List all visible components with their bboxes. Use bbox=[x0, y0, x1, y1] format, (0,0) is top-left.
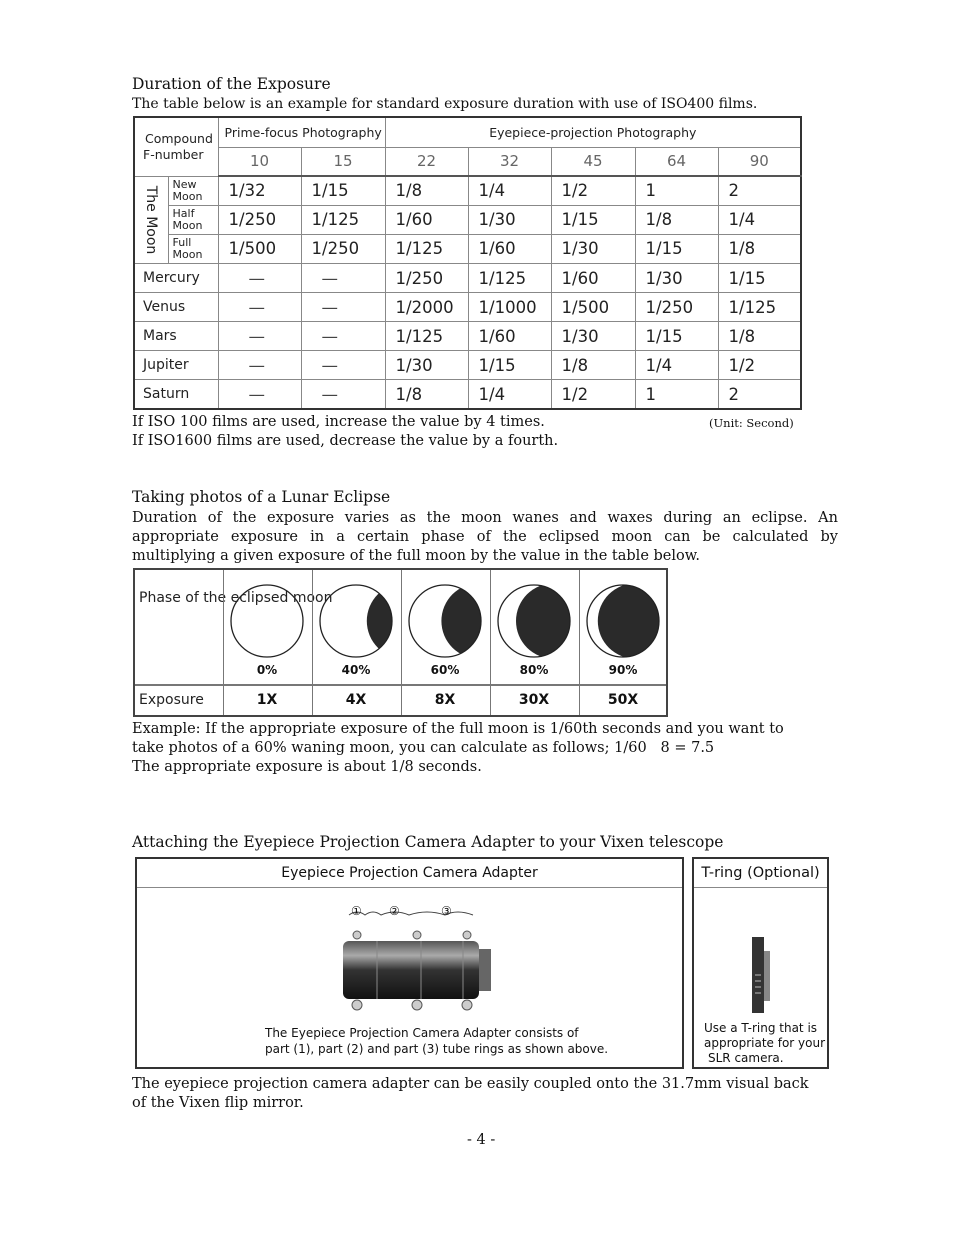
table-cell: 1/2 bbox=[551, 176, 635, 205]
eyepiece-projection-header: Eyepiece-projection Photography bbox=[385, 117, 801, 147]
moon-group-cell bbox=[134, 176, 168, 263]
moon-phase-1 bbox=[320, 583, 442, 659]
table-cell: 1/250 bbox=[301, 234, 385, 263]
phase-percent: 0% bbox=[256, 663, 278, 677]
table-cell: — bbox=[218, 293, 301, 322]
table-cell: 1/125 bbox=[385, 234, 468, 263]
moon-phase-0 bbox=[231, 585, 303, 657]
eclipse-para-line: Duration of the exposure varies as the moon wanes and waxes during an eclipse. An bbox=[132, 510, 838, 526]
moon-phase-4 bbox=[587, 583, 666, 659]
table-cell: — bbox=[301, 293, 385, 322]
section-heading-eclipse: Taking photos of a Lunar Eclipse bbox=[132, 488, 391, 506]
adapter-caption: part (1), part (2) and part (3) tube rings as shown above. bbox=[265, 1042, 609, 1056]
tring-title: T-ring (Optional) bbox=[694, 859, 827, 888]
iso100-note: If ISO 100 films are used, increase the value by 4 times. bbox=[132, 414, 545, 430]
row-label-new-moon: New Moon bbox=[168, 176, 218, 205]
table-cell: 1/1000 bbox=[468, 293, 551, 322]
table-cell: 1/15 bbox=[551, 205, 635, 234]
moon-outline bbox=[231, 585, 303, 657]
table-cell: 1/60 bbox=[551, 263, 635, 292]
moon-phase-3 bbox=[498, 583, 592, 659]
adapter-caption: The Eyepiece Projection Camera Adapter consists of bbox=[265, 1026, 579, 1040]
eclipse-table bbox=[133, 568, 668, 717]
tring-caption: Use a T-ring that is bbox=[704, 1021, 818, 1035]
table-cell: — bbox=[301, 322, 385, 351]
prime-focus-header: Prime-focus Photography bbox=[218, 117, 385, 147]
table-cell: 1/125 bbox=[301, 205, 385, 234]
phase-percent: 40% bbox=[341, 663, 371, 677]
fnumber-cell: 45 bbox=[551, 147, 635, 176]
exposure-factor: 30X bbox=[518, 692, 550, 708]
table-cell: 1/125 bbox=[468, 263, 551, 292]
exposure-factor: 4X bbox=[345, 692, 367, 708]
example-line: take photos of a 60% waning moon, you can calculate as follows; 1/60 8 = 7.5 bbox=[132, 740, 715, 756]
exposure-table bbox=[133, 116, 802, 410]
table-cell: 1/60 bbox=[468, 234, 551, 263]
table-cell: 1/32 bbox=[218, 176, 301, 205]
part-label: ③ bbox=[441, 904, 452, 918]
row-label-venus: Venus bbox=[134, 293, 218, 322]
table-cell: 1/2 bbox=[551, 380, 635, 409]
table-cell: 1/8 bbox=[718, 322, 801, 351]
table-cell: — bbox=[218, 380, 301, 409]
part-label: ① bbox=[351, 904, 362, 918]
table-cell: 1/15 bbox=[301, 176, 385, 205]
adapter-body-line: The eyepiece projection camera adapter can be easily coupled onto the 31.7mm visual back bbox=[132, 1076, 809, 1092]
table-cell: 1/30 bbox=[635, 263, 718, 292]
table-cell: 1/30 bbox=[385, 351, 468, 380]
exposure-intro: The table below is an example for standard exposure duration with use of ISO400 films. bbox=[132, 96, 758, 112]
phase-percent: 80% bbox=[519, 663, 549, 677]
table-cell: 1/4 bbox=[468, 380, 551, 409]
moon-phase-2 bbox=[409, 583, 517, 659]
page-number: - 4 - bbox=[467, 1132, 496, 1148]
table-cell: 1/125 bbox=[385, 322, 468, 351]
exposure-label: Exposure bbox=[139, 692, 204, 708]
fnumber-cell: 10 bbox=[218, 147, 301, 176]
example-line: The appropriate exposure is about 1/8 seconds. bbox=[132, 759, 482, 775]
moon-group-label: The Moon bbox=[143, 185, 160, 255]
table-cell: — bbox=[218, 322, 301, 351]
fnumber-cell: 90 bbox=[718, 147, 801, 176]
table-cell: 1/60 bbox=[468, 322, 551, 351]
row-label-mars: Mars bbox=[134, 322, 218, 351]
table-cell: 1/30 bbox=[468, 205, 551, 234]
table-cell: 1/8 bbox=[551, 351, 635, 380]
tring-figure-box bbox=[692, 857, 829, 1069]
table-cell: 2 bbox=[718, 380, 801, 409]
corner-label-2: F-number bbox=[143, 146, 204, 162]
table-cell: 1/4 bbox=[468, 176, 551, 205]
table-cell: 2 bbox=[718, 176, 801, 205]
table-cell: 1/8 bbox=[718, 234, 801, 263]
section-heading-exposure: Duration of the Exposure bbox=[132, 75, 331, 93]
unit-note: (Unit: Second) bbox=[709, 416, 794, 430]
exposure-factor: 1X bbox=[256, 692, 278, 708]
phase-label: Phase of the eclipsed moon bbox=[139, 590, 333, 606]
table-cell: 1/30 bbox=[551, 234, 635, 263]
tring-caption: SLR camera. bbox=[708, 1051, 784, 1065]
moon-shadow bbox=[598, 583, 666, 659]
table-cell: — bbox=[218, 351, 301, 380]
fnumber-cell: 32 bbox=[468, 147, 551, 176]
divider bbox=[135, 684, 666, 686]
fnumber-cell: 64 bbox=[635, 147, 718, 176]
table-cell: 1/8 bbox=[385, 176, 468, 205]
table-cell: — bbox=[301, 380, 385, 409]
tring-caption: appropriate for your bbox=[704, 1036, 826, 1050]
row-label-half-moon: Half Moon bbox=[168, 205, 218, 234]
table-cell: 1/2 bbox=[718, 351, 801, 380]
adapter-body-line: of the Vixen flip mirror. bbox=[132, 1095, 304, 1111]
tring-illustration bbox=[750, 935, 774, 1015]
table-cell: 1/60 bbox=[385, 205, 468, 234]
section-heading-adapter: Attaching the Eyepiece Projection Camera Adapter to your Vixen telescope bbox=[132, 833, 724, 851]
phase-percent: 90% bbox=[608, 663, 638, 677]
moon-shadow bbox=[367, 583, 443, 659]
row-label-full-moon: Full Moon bbox=[168, 234, 218, 263]
table-cell: 1/250 bbox=[218, 205, 301, 234]
table-cell: 1/8 bbox=[385, 380, 468, 409]
table-cell: 1/250 bbox=[635, 293, 718, 322]
example-line: Example: If the appropriate exposure of the full moon is 1/60th seconds and you want to bbox=[132, 721, 784, 737]
row-label-mercury: Mercury bbox=[134, 263, 218, 292]
table-cell: 1 bbox=[635, 176, 718, 205]
table-cell: 1/15 bbox=[468, 351, 551, 380]
table-cell: 1/2000 bbox=[385, 293, 468, 322]
row-label-saturn: Saturn bbox=[134, 380, 218, 409]
moon-shadow bbox=[441, 583, 517, 659]
table-cell: 1/500 bbox=[551, 293, 635, 322]
eclipse-para-line: multiplying a given exposure of the full moon by the value in the table below. bbox=[132, 548, 701, 564]
corner-label-1: Compound bbox=[145, 130, 213, 146]
table-cell: — bbox=[301, 351, 385, 380]
part-label: ② bbox=[389, 904, 400, 918]
moon-shadow bbox=[516, 583, 592, 659]
table-cell: 1 bbox=[635, 380, 718, 409]
exposure-factor: 50X bbox=[607, 692, 639, 708]
adapter-title: Eyepiece Projection Camera Adapter bbox=[137, 859, 682, 888]
table-cell: 1/4 bbox=[718, 205, 801, 234]
fnumber-cell: 22 bbox=[385, 147, 468, 176]
table-cell: 1/250 bbox=[385, 263, 468, 292]
table-cell: 1/15 bbox=[635, 322, 718, 351]
table-cell: 1/30 bbox=[551, 322, 635, 351]
row-label-jupiter: Jupiter bbox=[134, 351, 218, 380]
table-cell: 1/8 bbox=[635, 205, 718, 234]
table-cell: 1/4 bbox=[635, 351, 718, 380]
phase-percent: 60% bbox=[430, 663, 460, 677]
table-cell: 1/500 bbox=[218, 234, 301, 263]
adapter-figure-box bbox=[135, 857, 684, 1069]
eclipse-para-line: appropriate exposure in a certain phase of the eclipsed moon can be calculated by bbox=[132, 529, 838, 545]
fnumber-corner-cell bbox=[134, 117, 218, 176]
fnumber-cell: 15 bbox=[301, 147, 385, 176]
table-cell: — bbox=[301, 263, 385, 292]
iso1600-note: If ISO1600 films are used, decrease the value by a fourth. bbox=[132, 433, 559, 449]
table-cell: 1/125 bbox=[718, 293, 801, 322]
table-cell: 1/15 bbox=[635, 234, 718, 263]
table-cell: — bbox=[218, 263, 301, 292]
table-cell: 1/15 bbox=[718, 263, 801, 292]
exposure-factor: 8X bbox=[434, 692, 456, 708]
